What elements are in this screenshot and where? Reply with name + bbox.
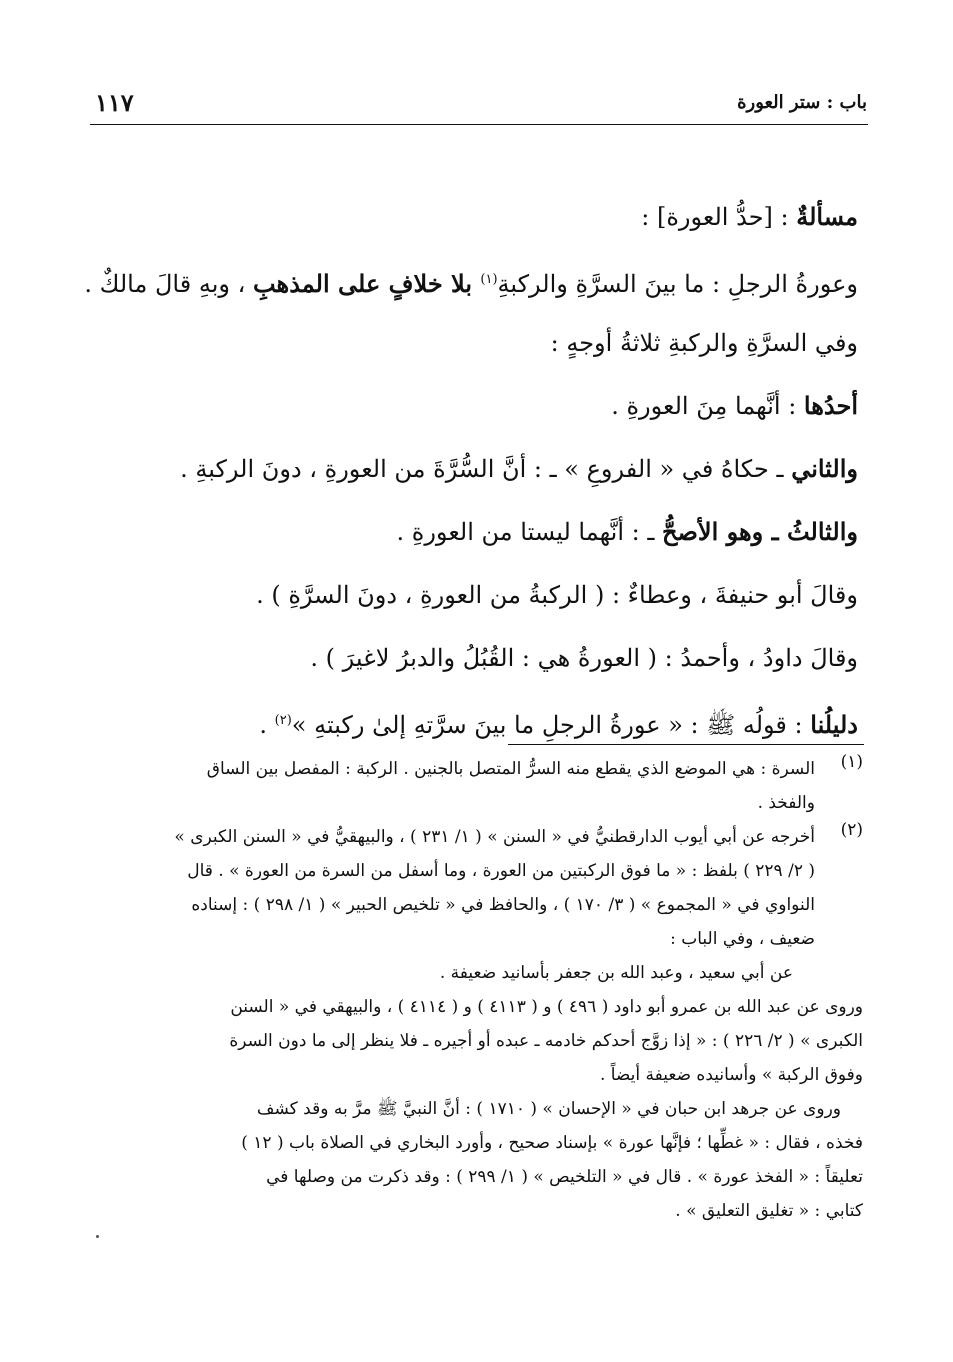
page-header <box>95 88 867 126</box>
footnote-2 <box>103 820 863 1228</box>
footnote-line: تعليقاً : « الفخذ عورة » . قال في « التلخيص » ( ١/ ٢٩٩ ) : وقد ذكرت من وصلها في <box>266 1167 863 1187</box>
text-line: والثالثُ ـ وهو الأصحُّ ـ : أنَّهما ليستا من العورةِ . <box>396 517 858 546</box>
text-line: وقالَ داودُ ، وأحمدُ : ( العورةُ هي : القُبُلُ والدبرُ لاغيرَ ) . <box>310 644 858 672</box>
text-line: وقالَ أبو حنيفةَ ، وعطاءٌ : ( الركبةُ من العورةِ ، دونَ السرَّةِ ) . <box>256 581 858 609</box>
footnote-line: وروى عن عبد الله بن عمرو أبو داود ( ٤٩٦ ) و ( ٤١١٣ ) و ( ٤١١٤ ) ، والبيهقي في « السنن <box>230 997 863 1017</box>
footnote-1 <box>103 752 863 820</box>
footnote-ref: (٢) <box>274 713 292 728</box>
footnote-rule <box>508 744 864 745</box>
footnote-line: كتابي : « تغليق التعليق » . <box>675 1201 863 1221</box>
main-text <box>84 195 858 762</box>
text-line: والثاني ـ حكاهُ في « الفروعِ » ـ : أنَّ السُّرَّةَ من العورةِ ، دونَ الركبةِ . <box>180 454 858 483</box>
text-line: دليلُنا : قولُه ﷺ : « عورةُ الرجلِ ما بينَ سرَّتهِ إلىٰ ركبتهِ »$^{(٢)}$ . <box>259 710 858 739</box>
footnote-line: الكبرى » ( ٢/ ٢٢٦ ) : « إذا زوَّج أحدكم خادمه ـ عبده أو أجيره ـ فلا ينظر إلى ما دون السرة <box>229 1031 863 1051</box>
footnote-line: والفخذ . <box>757 793 815 813</box>
text-line: وعورةُ الرجلِ : ما بينَ السرَّةِ والركبةِ$^{(١)}$ بلا خلافٍ على المذهبِ ، وبهِ قالَ مالكٌ . <box>84 269 858 298</box>
footnote-line: وفوق الركبة » وأسانيده ضعيفة أيضاً . <box>599 1065 863 1085</box>
footnote-line: عن أبي سعيد ، وعبد الله بن جعفر بأسانيد ضعيفة . <box>439 963 793 983</box>
footnote-line: السرة : هي الموضع الذي يقطع منه السرُّ المتصل بالجنين . الركبة : المفصل بين الساق <box>206 759 815 779</box>
text-line: أحدُها : أنَّهما مِنَ العورةِ . <box>611 391 858 420</box>
issue-heading: مسألةٌ <box>796 202 858 231</box>
margin-speck <box>96 1235 99 1238</box>
footnote-line: ( ٢/ ٢٢٩ ) بلفظ : « ما فوق الركبتين من العورة ، وما أسفل من السرة من العورة » . قال <box>187 861 815 881</box>
header-rule <box>90 124 868 125</box>
footnote-line: فخذه ، فقال : « غطِّها ؛ فإنَّها عورة » بإسناد صحيح ، وأورد البخاري في الصلاة باب ( ١٢ ) <box>241 1133 863 1153</box>
footnote-line: ضعيف ، وفي الباب : <box>670 929 815 949</box>
running-title: باب : ستر العورة <box>737 92 867 113</box>
footnote-line: النواوي في « المجموع » ( ٣/ ١٧٠ ) ، والحافظ في « تلخيص الحبير » ( ١/ ٢٩٨ ) : إسناده <box>191 895 815 915</box>
text-line: وفي السرَّةِ والركبةِ ثلاثةُ أوجهٍ : <box>550 329 858 357</box>
footnote-number: (١) <box>840 752 863 772</box>
page-number: ١١٧ <box>95 88 134 117</box>
footnotes <box>103 752 863 1228</box>
text-line: مسألةٌ : [حدُّ العورة] : <box>641 202 858 231</box>
footnote-line: أخرجه عن أبي أيوب الدارقطنيُّ في « السنن » ( ١/ ٢٣١ ) ، والبيهقيُّ في « السنن الكبرى » <box>174 827 815 847</box>
footnote-line: وروى عن جرهد ابن حبان في « الإحسان » ( ١٧١٠ ) : أنَّ النبيَّ ﷺ مرَّ به وقد كشف <box>256 1099 841 1119</box>
footnote-ref: (١) <box>480 272 498 287</box>
footnote-number: (٢) <box>840 820 863 840</box>
